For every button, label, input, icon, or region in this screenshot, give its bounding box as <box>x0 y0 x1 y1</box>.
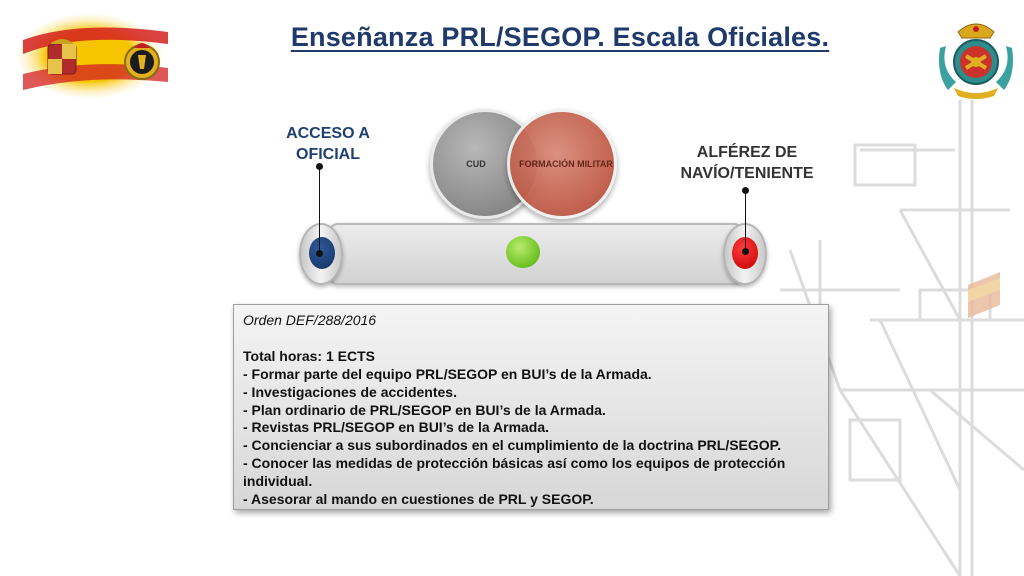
order-reference: Orden DEF/288/2016 <box>243 312 377 328</box>
list-item: - Investigaciones de accidentes. <box>243 383 457 400</box>
start-pin-dot <box>316 163 323 170</box>
info-box <box>233 304 829 510</box>
spain-flag-emblem-icon <box>18 10 176 102</box>
formacion-militar-label: FORMACIÓN MILITAR <box>519 158 613 169</box>
navy-emblem-icon <box>936 18 1016 100</box>
middle-marker <box>506 236 540 268</box>
list-item: - Asesorar al mando en cuestiones de PRL y SEGOP. <box>243 491 594 508</box>
start-pin-end <box>316 250 323 257</box>
list-item: - Revistas PRL/SEGOP en BUI’s de la Armada. <box>243 419 550 436</box>
list-item: - Concienciar a sus subordinados en el cumplimiento de la doctrina PRL/SEGOP. <box>243 437 782 454</box>
list-item: - Conocer las medidas de protección básicas así como los equipos de protección individual. <box>243 455 786 490</box>
list-item: - Plan ordinario de PRL/SEGOP en BUI’s de la Armada. <box>243 401 606 418</box>
end-pin-end <box>742 248 749 255</box>
total-hours: Total horas: 1 ECTS <box>243 347 375 364</box>
rank-label: ALFÉREZ DE NAVÍO/TENIENTE <box>680 144 814 182</box>
formacion-militar-circle <box>507 109 617 219</box>
cud-circle-label: CUD <box>466 159 486 169</box>
end-pin-line <box>745 191 746 253</box>
end-pin-dot <box>742 187 749 194</box>
objectives-list <box>243 366 819 509</box>
start-pin-line <box>319 167 320 254</box>
access-label: ACCESO A OFICIAL <box>286 125 370 163</box>
list-item: - Formar parte del equipo PRL/SEGOP en BUI’s de la Armada. <box>243 365 652 382</box>
page-title: Enseñanza PRL/SEGOP. Escala Oficiales. <box>290 22 830 52</box>
